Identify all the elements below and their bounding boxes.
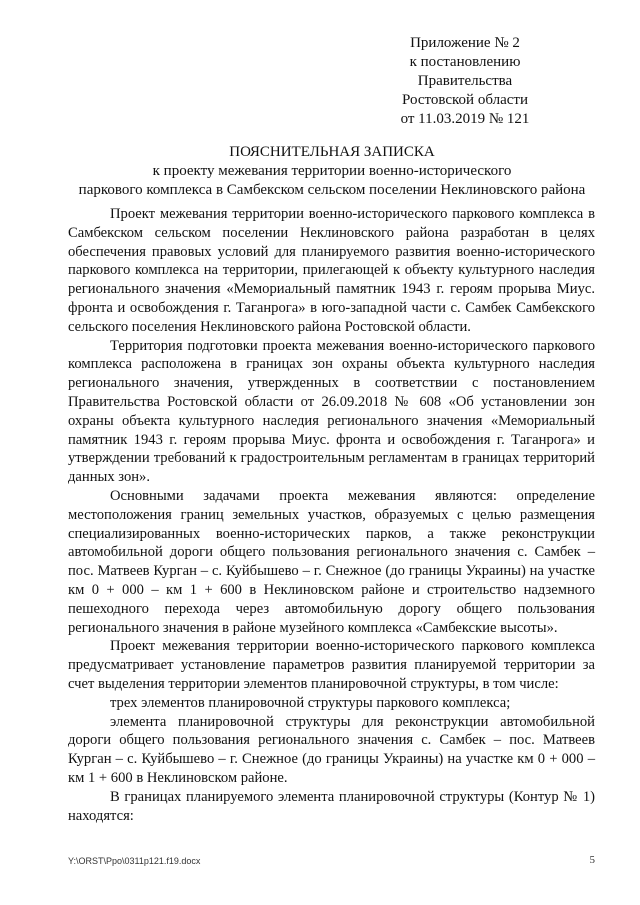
appendix-line: к постановлению	[409, 54, 521, 70]
body-paragraph: трех элементов планировочной структуры паркового комплекса;	[110, 694, 511, 711]
body-paragraph: В границах планируемого элемента планировочной структуры (Контур № 1) находятся:	[68, 788, 595, 824]
body-paragraph: элемента планировочной структуры для реконструкции автомобильной дороги общего пользования регионального значения с. Самбек – пос. Матвеев Курган – с. Куйбышево – г. Снежное (до границы Украины) на участке км 0 + 000 – км 1 + 600 в Неклиновском районе.	[68, 713, 595, 786]
body-paragraph: Проект межевания территории военно-исторического паркового комплекса в Самбекском сельском поселении Неклиновского района разработан в целях обеспечения правовых условий для планируемого развития военно-исторического паркового комплекса на территории, прилегающей к объекту культурного наследия регионального значения «Мемориальный памятник 1943 г. героям прорыва Миус. фронта и освобождения г. Таганрога» в юго-западной части с. Самбек Самбекского сельского поселения Неклиновского района Ростовской области.	[68, 206, 595, 335]
title-heading: ПОЯСНИТЕЛЬНАЯ ЗАПИСКА	[229, 144, 435, 160]
appendix-header	[365, 34, 565, 129]
title-subtitle: к проекту межевания территории военно-исторического	[152, 163, 512, 179]
document-title	[60, 143, 604, 200]
body-paragraph: Основными задачами проекта межевания являются: определение местоположения границ земельных участков, образуемых с целью размещения специализированных военно-исторических парков, а также реконструкции автомобильной дороги общего пользования регионального значения с. Самбек – пос. Матвеев Курган – с. Куйбышево – г. Снежное (до границы Украины) на участке км 0 + 000 – км 1 + 600 в Неклиновском районе и строительство надземного пешеходного перехода через автомобильную дорогу общего пользования регионального значения в районе музейного комплекса «Самбекские высоты».	[68, 487, 595, 636]
appendix-line: Правительства	[417, 73, 513, 89]
document-body	[68, 205, 595, 825]
body-paragraph: Проект межевания территории военно-исторического паркового комплекса предусматривает установление параметров развития планируемой территории за счет выделения территории элементов планировочной структуры, в том числе:	[68, 638, 595, 692]
page-number: 5	[589, 854, 595, 866]
footer-file-path: Y:\ORST\Ppo\0311p121.f19.docx	[68, 856, 201, 866]
body-paragraph: Территория подготовки проекта межевания военно-исторического паркового комплекса расположена в границах зон охраны объекта культурного наследия регионального значения, утвержденных в соответствии с постановлением Правительства Ростовской области от 26.09.2018 № 608 «Об установлении зон охраны объекта культурного наследия регионального значения «Мемориальный памятник 1943 г. героям прорыва Миус. фронта и освобождения г. Таганрога» и утверждении требований к градостроительным регламентам в границах территорий данных зон».	[68, 337, 595, 486]
appendix-line: Приложение № 2	[410, 35, 520, 51]
appendix-line: Ростовской области	[402, 92, 528, 108]
title-subtitle: паркового комплекса в Самбекском сельском поселении Неклиновского района	[78, 182, 586, 198]
appendix-line: от 11.03.2019 № 121	[400, 111, 530, 127]
